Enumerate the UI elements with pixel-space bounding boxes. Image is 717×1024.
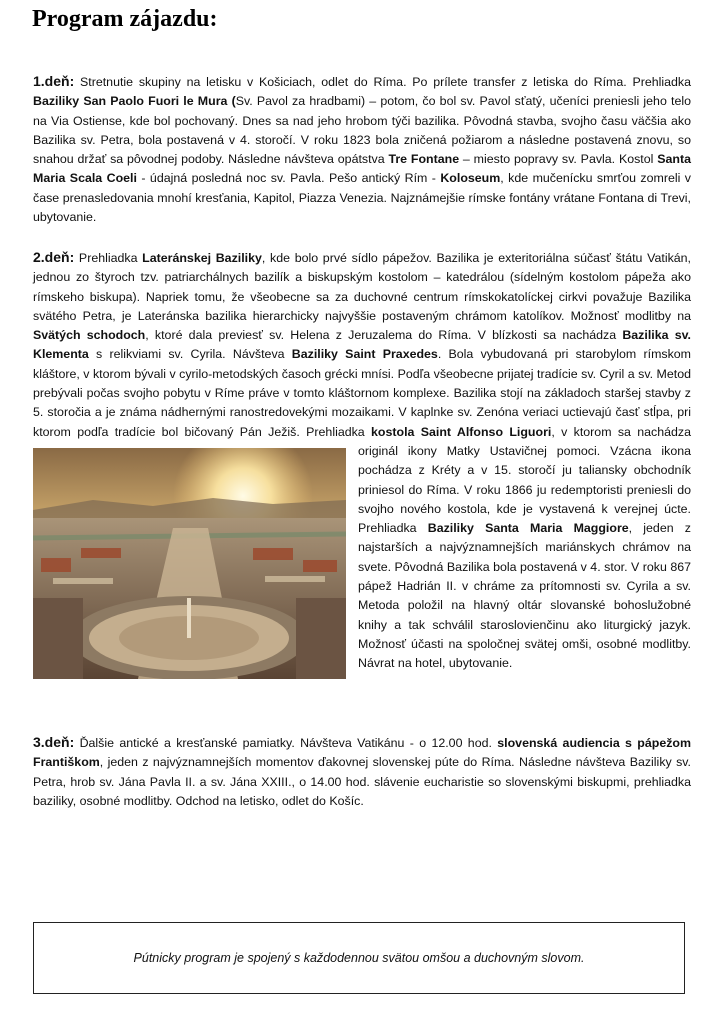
day1-label: 1.deň: [33,73,75,89]
day3-bold-1: slovenská audiencia s pápežom Františkom [33,736,691,770]
day3-paragraph [33,733,691,811]
day1-text-4: - údajná posledná noc sv. Pavla. Pešo antický Rím - [136,171,441,186]
day2-text-5: . Bola vybudovaná pri starobylom rímskom kláštore, v ktorom bývali v cyrilo-metodských časoch grécki mnísi. Podľa všeobecne prijatej tradície sv. Cyril a sv. Metod prebývali počas svojho pobytu v Ríme práve v tomto kláštornom komplexe. Bazilika stojí na základoch staršej stavby z 5. storočia a je známa nádhernými ranostredovekými mozaikami. V kaplnke sv. Zenóna veriaci uctievajú časť stĺpa, pri ktorom podľa tradície bol bičovaný Pán Ježiš. Prehliadka [33,347,692,439]
day2-bold-4: Baziliky Saint Praxedes [291,347,438,362]
day2-text-3: , ktoré dala previesť sv. Helena z Jeruzalema do Ríma. V blízkosti sa nachádza [145,328,623,343]
day2-bold-6: Baziliky Santa Maria Maggiore [427,521,629,536]
day1-bold-3: Santa Maria Scala Coeli [33,152,691,186]
day2-text-1: Prehliadka [74,251,143,265]
day3-text-1: Ďalšie antické a kresťanské pamiatky. Návšteva Vatikánu - o 12.00 hod. [74,736,498,750]
day3-text-2: , jeden z najvýznamnejších momentov ďakovnej slovenskej púte do Ríma. Následne návšteva Baziliky sv. Petra, hrob sv. Jána Pavla II. a sv. Jána XXIII., o 14.00 hod. slávenie eucharistie so slovenskými biskupmi, prehliadka baziliky, osobné modlitby. Odchod na letisko, odlet do Košíc. [33,755,691,808]
day2-bold-5: kostola Saint Alfonso Liguori [371,424,552,439]
day1-text-1: Stretnutie skupiny na letisku v Košiciach, odlet do Ríma. Po prílete transfer z letiska do Ríma. Prehliadka [74,75,691,89]
program-note: Pútnicky program je spojený s každodennou svätou omšou a duchovným slovom. [133,951,585,965]
rome-vatican-photo [33,448,346,679]
day1-text-5: , kde mučenícku smrťou zomreli v čase prenasledovania mnohí kresťania, Kapitol, Piazza Venezia. Najznámejšie rímske fontány vrátane Fontana di Trevi, ubytovanie. [33,171,691,225]
day2-text-2: , kde bolo prvé sídlo pápežov. Bazilika je exteritoriálna súčasť štátu Vatikán, jednou zo štyroch tzv. patriarchálnych bazilík a biskupským kostolom – katedrálou (sídelným kostolom pápeža ako rímskeho biskupa). Napriek tomu, že všeobecne sa za duchovné centrum rímskokatolíckej cirkvi považuje Bazilika svätého Petra, je Lateránska bazilika hierarchicky najvyššie postaveným chrámom katolíkov. Možnosť modlitby na [33,251,691,323]
day1-bold-4: Koloseum [440,171,501,186]
day1-paragraph [33,72,691,227]
day1-text-3: – miesto popravy sv. Pavla. Kostol [459,152,658,167]
day2-bold-3: Bazilika sv. Klementa [33,328,692,362]
day2-bold-2: Svätých schodoch [33,328,146,343]
day2-text-6a: , v ktorom sa nachádza originál ikony Matky Ustavičnej pomoci. [358,424,691,458]
day2-text-6b: Vzácna ikona pochádza z Kréty a v 15. storočí ju taliansky obchodník priniesol do Ríma. V roku 1866 ju redemptoristi preniesli do svojho nového kostola, kde je vystavená k verejnej úcte. Prehliadka [358,443,691,536]
day2-paragraph [33,248,691,679]
page-title: Program zájazdu: [32,6,218,32]
day2-text-7: , jeden z najstarších a najvýznamnejších mariánskych chrámov na svete. Pôvodná Bazilika bola postavená v 4. stor. V roku 867 pápež Hadrián II. v chráme za prítomnosti sv. Cyrila a sv. Metoda položil na hlavný oltár slovanské bohoslužobné knihy a tak schválil staroslovienčinu ako liturgický jazyk. Možnosť účasti na spoločnej svätej omši, osobné modlitby. Návrat na hotel, ubytovanie. [358,521,691,671]
day1-bold-2: Tre Fontane [388,152,460,167]
day3-label: 3.deň: [33,734,75,750]
day1-text-2: Sv. Pavol za hradbami) – potom, čo bol sv. Pavol sťatý, učeníci preniesli jeho telo na Via Ostiense, kde bol pochovaný. Dnes sa nad jeho hrobom týči bazilika. Pôvodná stavba, svojho času väčšia ako Bazilika sv. Petra, bola postavená v 4. storočí. V roku 1823 bola zničená požiarom a následne postavená znovu, so snahou držať sa pôvodnej podoby. Následne návšteva opátstva [33,94,691,167]
day1-bold-1: Baziliky San Paolo Fuori le Mura ( [33,94,236,109]
program-note-box [33,922,685,994]
day2-label: 2.deň: [33,249,75,265]
day2-bold-1: Lateránskej Baziliky [142,251,262,265]
day2-text-4: s relikviami sv. Cyrila. Návšteva [88,347,292,362]
st-peters-square-illustration [33,448,346,679]
